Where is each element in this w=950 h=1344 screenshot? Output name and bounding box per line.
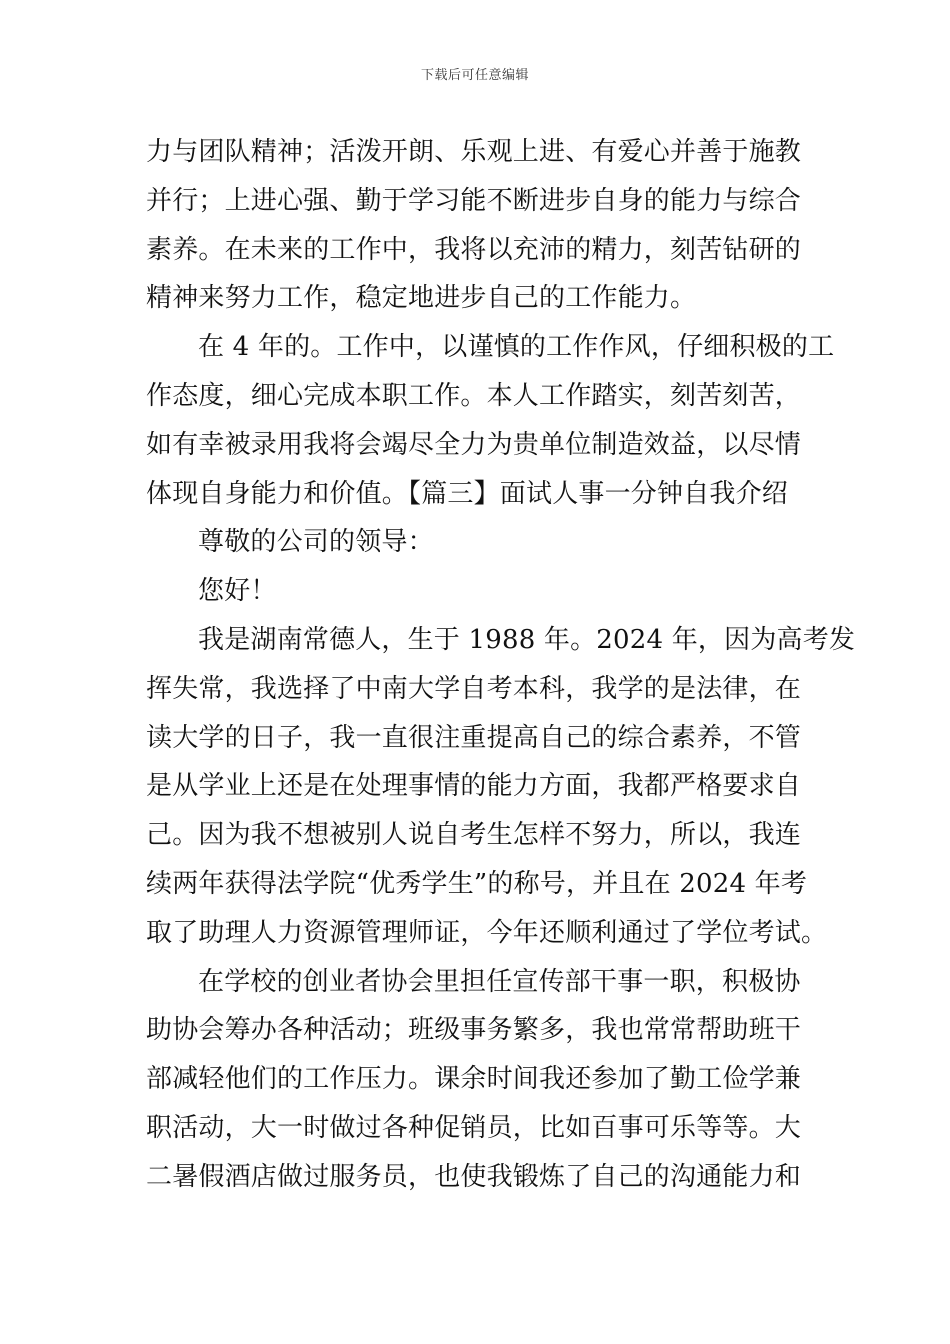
paragraph-start-line: 在学校的创业者协会里担任宣传部干事一职，积极协 [198,966,801,997]
text-line: 体现自身能力和价值。【篇三】面试人事一分钟自我介绍 [146,478,789,509]
paragraph-start-line: 在 4 年的。工作中，以谨慎的工作作风，仔细积极的工 [198,332,835,363]
text-line: 职活动，大一时做过各种促销员，比如百事可乐等等。大 [146,1112,802,1143]
text-line: 取了助理人力资源管理师证，今年还顺利通过了学位考试。 [146,917,828,948]
text-line: 续两年获得法学院“优秀学生”的称号，并且在 2024 年考 [146,868,808,899]
text-line: 素养。在未来的工作中，我将以充沛的精力，刻苦钻研的 [146,234,802,265]
text-line: 作态度，细心完成本职工作。本人工作踏实，刻苦刻苦， [146,380,802,411]
text-line: 如有幸被录用我将会竭尽全力为贵单位制造效益，以尽情 [146,429,802,460]
text-line: 助协会筹办各种活动；班级事务繁多，我也常常帮助班干 [146,1015,802,1046]
text-line: 是从学业上还是在处理事情的能力方面，我都严格要求自 [146,771,802,802]
text-line: 精神来努力工作，稳定地进步自己的工作能力。 [146,283,697,314]
text-line: 部减轻他们的工作压力。课余时间我还参加了勤工俭学兼 [146,1064,802,1095]
paragraph-start-line: 我是湖南常德人，生于 1988 年。2024 年，因为高考发 [198,624,856,655]
page-header: 下载后可任意编辑 [420,68,529,83]
text-line: 力与团队精神；活泼开朗、乐观上进、有爱心并善于施教 [146,137,802,167]
text-line: 并行；上进心强、勤于学习能不断进步自身的能力与综合 [146,185,802,216]
text-line: 二暑假酒店做过服务员，也使我锻炼了自己的沟通能力和 [146,1161,802,1192]
document-body [146,128,856,1202]
greeting-line: 您好！ [198,576,277,607]
salutation-line: 尊敬的公司的领导： [198,527,434,558]
text-line: 读大学的日子，我一直很注重提高自己的综合素养，不管 [146,722,802,753]
text-line: 挥失常，我选择了中南大学自考本科，我学的是法律，在 [146,673,802,704]
text-line: 己。因为我不想被别人说自考生怎样不努力，所以，我连 [146,820,802,851]
